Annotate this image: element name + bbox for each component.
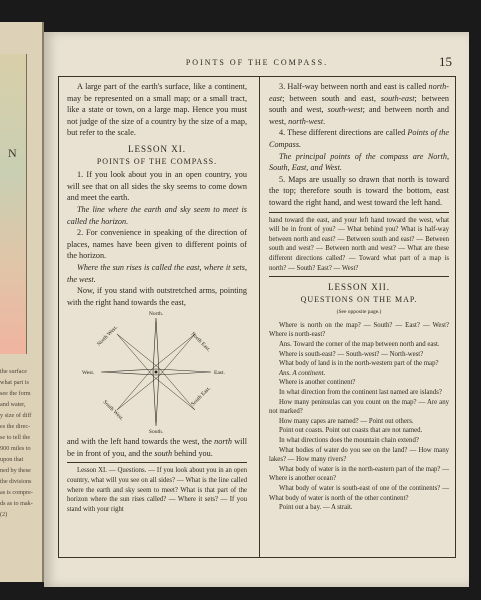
- map-questions: [269, 321, 449, 513]
- text-run-italic: south: [154, 448, 173, 458]
- text-run-italic: north: [214, 437, 232, 447]
- label-north: North.: [148, 311, 164, 318]
- paragraph-3-directions: [269, 81, 449, 127]
- answer: Ans. A continent.: [279, 369, 326, 377]
- text-run: ; and between north and west,: [269, 105, 449, 126]
- label-north-east: North East.: [189, 331, 212, 354]
- question: In what directions does the mountain chain extend?: [279, 437, 419, 444]
- paragraph-4: [269, 127, 449, 150]
- question: How many capes are named? — Point out others.: [279, 417, 414, 425]
- text-frame: [58, 76, 456, 558]
- fragment: y size of diff: [0, 412, 32, 419]
- book-page: [44, 32, 469, 587]
- fragment: and water,: [0, 401, 26, 408]
- definition-horizon: The line where the earth and sky seem to meet is called the horizon.: [67, 204, 247, 226]
- paragraph-3-continued: [67, 436, 247, 459]
- lesson-title: LESSON XII.: [328, 282, 390, 293]
- text-run: ; between south and east,: [282, 93, 381, 103]
- fragment: es the direc-: [0, 423, 31, 430]
- facing-page: [0, 22, 44, 582]
- question: Point out a bay. — A strait.: [279, 504, 353, 512]
- lesson-11-questions-continued: hand toward the east, and your left hand toward the west, what will be in front of you? — What behind you? What is half-way between north and east? — Between south and east? — Between south and west? — Between north and west? — What are these different directions called? — Toward what part of a map is north? — South? East? — West?: [269, 216, 449, 272]
- header-title: POINTS OF THE COMPASS.: [185, 58, 329, 67]
- intro-paragraph: A large part of the earth's surface, like a continent, may be represented on a small map; or a small tract, like a state or town, on a large map. Hence you must not judge of the size of a country by the size of a map, but refer to the scale.: [67, 82, 247, 138]
- text-run: 4. These different directions are called: [279, 128, 408, 138]
- paragraph-3: Now, if you stand with outstretched arms, pointing with the right hand towards the east,: [67, 286, 247, 307]
- fragment: upon that: [0, 456, 24, 463]
- question: Where is north on the map? — South? — East? — West? Where is north-east?: [269, 321, 449, 339]
- text-run-italic: north-east: [269, 82, 449, 103]
- label-south-east: South East.: [190, 385, 213, 408]
- map-strip: [0, 54, 27, 354]
- text-run-italic: south-west: [327, 105, 363, 115]
- facing-page-text: [0, 366, 40, 520]
- fragment: ds as to mak-: [0, 500, 33, 507]
- map-letter: N: [8, 146, 17, 160]
- definition-east-west: Where the sun rises is called the east, where it sets, the west.: [67, 262, 247, 284]
- column-divider: [259, 77, 260, 557]
- text-run-italic: south-east: [380, 93, 415, 103]
- paragraph-5: 5. Maps are usually so drawn that north is toward the top; therefore south is toward the bottom, east toward the right hand, and west toward the left hand.: [269, 174, 449, 207]
- text-run: and with the left hand towards the west, the: [67, 437, 215, 447]
- question: What bodies of water do you see on the land? — How many lakes? — How many rivers?: [269, 446, 449, 464]
- text-run-italic: north-west: [288, 116, 324, 126]
- questions-rule: [67, 462, 247, 463]
- fragment: se to tell the: [0, 434, 31, 441]
- question: What body of water is in the north-eastern part of the map? — Where is another ocean?: [269, 465, 449, 483]
- see-opposite-note: (See opposite page.): [336, 309, 382, 316]
- question: In what direction from the continent last named are islands?: [279, 389, 442, 397]
- fragment: (2): [0, 511, 8, 518]
- lesson-title: LESSON XI.: [127, 143, 186, 154]
- fragment: what part is: [0, 379, 29, 386]
- question: What body of water is south-east of one of the continents? — What body of water is north of the other continent?: [269, 484, 449, 502]
- fragment: the surface: [0, 368, 27, 375]
- fragment: see the form: [0, 390, 31, 397]
- answer: Ans. Toward the corner of the map between north and east.: [279, 341, 440, 349]
- text-run: 3. Half-way between north and east is called: [279, 82, 429, 91]
- label-west: West.: [82, 370, 95, 377]
- paragraph-2: 2. For convenience in speaking of the direction of places, names have been given to different points of the horizon.: [67, 228, 247, 261]
- fragment: as is compre-: [0, 489, 33, 496]
- question: Where is another continent?: [279, 379, 356, 387]
- label-north-west: North West.: [96, 324, 120, 348]
- paragraph-1: 1. If you look about you in an open country, you will see that on all sides the sky seems to come down and meet the earth.: [67, 170, 247, 203]
- fragment: ned by these: [0, 467, 31, 474]
- question: How many peninsulas can you count on the map? — Are any not marked?: [269, 398, 449, 416]
- text-run: will be in front of you, and the: [67, 437, 247, 458]
- running-header: [58, 54, 456, 69]
- text-run: ; between south and west,: [269, 93, 449, 115]
- lesson-subtitle: POINTS OF THE COMPASS.: [96, 156, 218, 166]
- lesson-subtitle: QUESTIONS ON THE MAP.: [300, 294, 418, 304]
- fragment: 900 miles to: [0, 445, 31, 452]
- text-run-italic: Points of the Compass.: [269, 128, 450, 149]
- principal-points: The principal points of the compass are North, South, East, and West.: [269, 151, 449, 173]
- question: Where is south-east? — South-west? — North-west?: [279, 350, 424, 358]
- compass-rose: [81, 310, 231, 434]
- label-south: South.: [148, 429, 164, 435]
- questions-rule: [269, 212, 449, 213]
- left-column: [67, 81, 247, 514]
- page-number: 15: [439, 54, 452, 69]
- section-rule: [269, 276, 449, 277]
- right-column: [269, 81, 449, 513]
- label-south-west: South West.: [101, 399, 125, 423]
- text-run: behind you.: [172, 448, 213, 458]
- text-run: .: [323, 116, 326, 126]
- label-east: East.: [214, 370, 225, 377]
- lesson-11-questions: Lesson XI. — Questions. — If you look about you in an open country, what will you see on all sides? — What is the line called where the earth and sky seem to meet? What is that part of the horizon where the sun rises called? — Where it sets? — If you stand with your right: [67, 467, 247, 513]
- question: What body of land is in the north-western part of the map?: [279, 360, 439, 368]
- question: Point out coasts. Point out coasts that are not named.: [279, 427, 423, 435]
- fragment: the divisions: [0, 478, 32, 485]
